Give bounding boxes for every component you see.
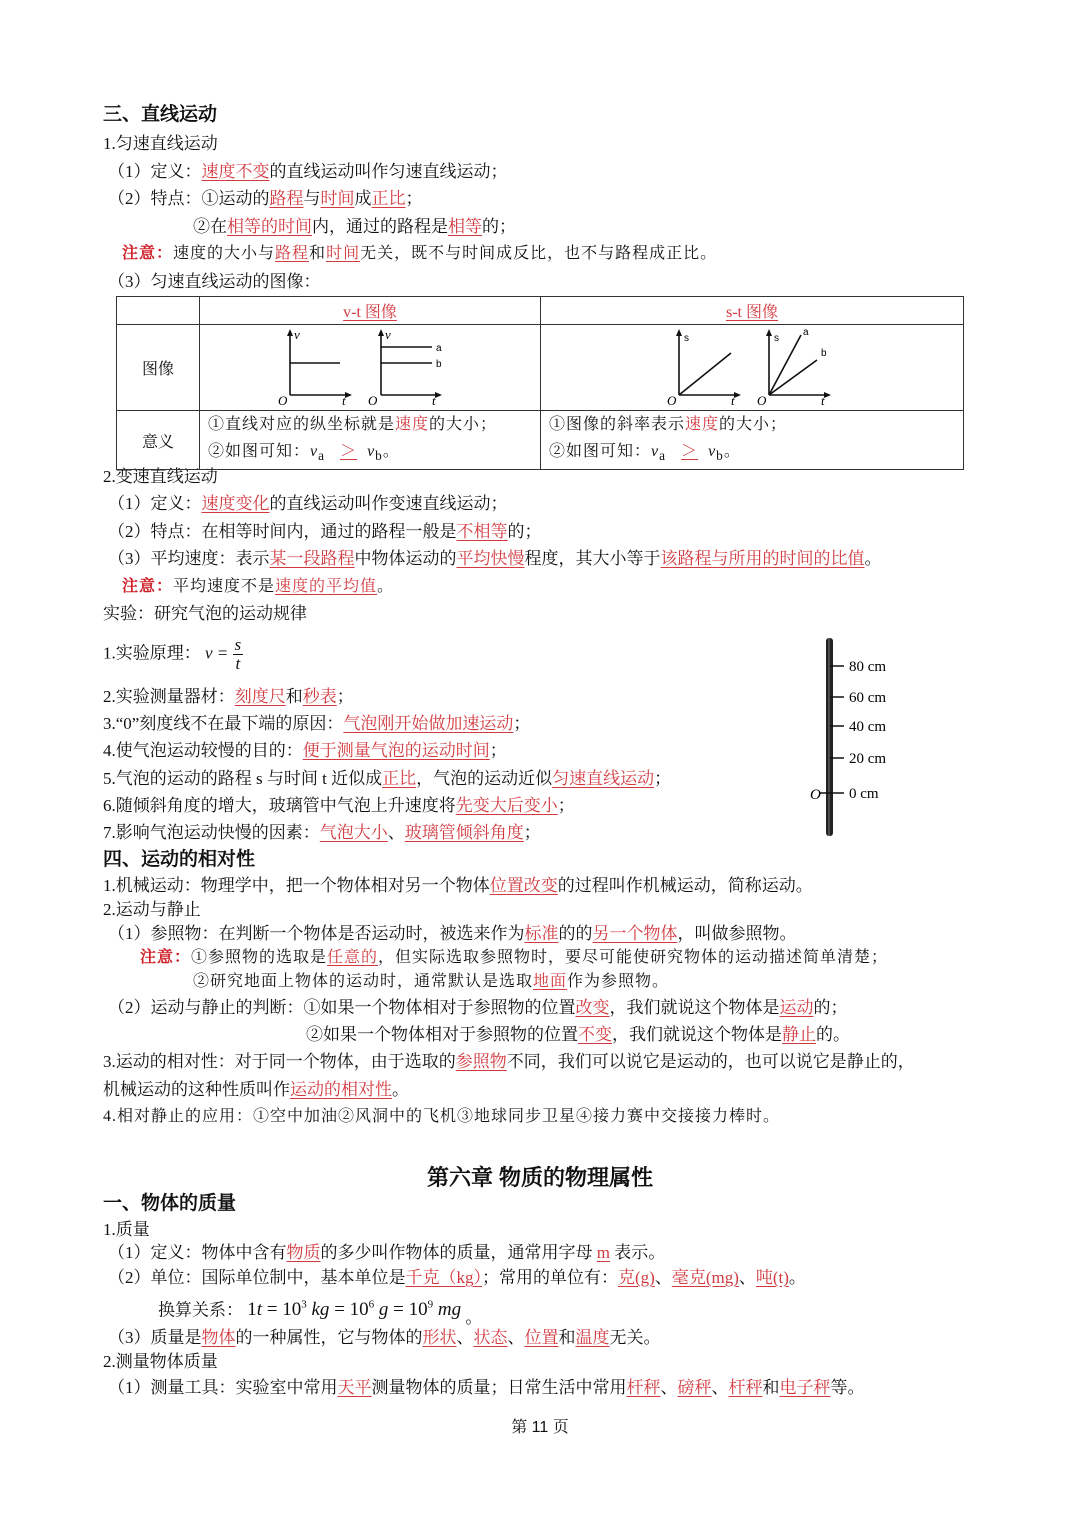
answer-blank: 温度 (575, 1328, 610, 1347)
answer-blank: 吨(t) (755, 1268, 789, 1287)
text-segment: 的； (813, 998, 848, 1017)
st-meaning-1: ①图像的斜率表示 (549, 416, 686, 433)
text-line (108, 521, 542, 543)
text-line (108, 1242, 665, 1264)
text-segment: （1）测量工具：实验室中常用 (108, 1378, 338, 1397)
text-segment: ①参照物的选取是 (191, 949, 328, 966)
text-segment: 的。 (816, 1025, 850, 1044)
answer-blank: 物体 (201, 1328, 236, 1347)
text-segment: 和 (558, 1328, 576, 1347)
formula-label: 1.实验原理： (103, 643, 201, 663)
bubble-tube-diagram (800, 634, 920, 840)
answer-blank: 匀速直线运动 (552, 769, 655, 788)
experiment-principle (103, 636, 243, 673)
text-segment: 4.相对静止的应用：①空中加油②风洞中的飞机③地球同步卫星④接力赛中交接接力棒时。 (103, 1108, 781, 1125)
text-segment: ②在 (193, 217, 227, 236)
answer-blank: 速度不变 (201, 162, 270, 181)
text-segment: 2.变速直线运动 (103, 467, 218, 486)
st2-a-label: a (803, 327, 809, 338)
text-line (103, 822, 541, 844)
st-meaning-1-red: 速度 (685, 416, 720, 433)
answer-blank: 时间 (320, 189, 355, 208)
vt2-b-label: b (436, 359, 442, 370)
experiment-heading: 实验：研究气泡的运动规律 (103, 604, 307, 623)
text-segment: 的多少叫作物体的质量，通常用字母 (320, 1243, 597, 1262)
answer-blank: 正比 (382, 769, 417, 788)
st2-t-label: t (821, 393, 825, 405)
text-segment: 、 (738, 1268, 756, 1287)
text-segment: 测量物体的质量；日常生活中常用 (371, 1378, 627, 1397)
text-segment: 的的 (558, 924, 593, 943)
text-segment: （1）参照物：在判断一个物体是否运动时，被选来作为 (108, 924, 525, 943)
text-segment: 5.气泡的运动的路程 s 与时间 t 近似成 (103, 769, 383, 788)
text-line (103, 899, 201, 921)
vb: v (708, 443, 717, 460)
page-number: 第 11 页 (511, 1419, 569, 1436)
text-line (103, 768, 671, 790)
text-segment: 的； (482, 217, 516, 236)
formula-fraction: $\frac{s}{t}$ (234, 635, 242, 673)
text-segment: 、 (711, 1378, 729, 1397)
text-line (122, 243, 717, 265)
vt-graph-svg (208, 325, 532, 405)
tube-label-40: 40 cm (849, 719, 887, 735)
text-segment: 机械运动的这种性质叫作 (103, 1080, 290, 1099)
text-line (103, 875, 813, 897)
text-segment: ，气泡的运动近似 (416, 769, 553, 788)
text-segment: （1）定义：物体中含有 (108, 1243, 287, 1262)
text-segment: ②研究地面上物体的运动时，通常默认是选取 (193, 973, 534, 990)
answer-blank: 天平 (337, 1378, 372, 1397)
st2-line-a (769, 335, 801, 395)
vt2-a-label: a (436, 343, 442, 354)
text-segment: 6.随倾斜角度的增大，玻璃管中气泡上升速度将 (103, 796, 456, 815)
text-line (103, 1351, 218, 1373)
answer-blank: 状态 (473, 1328, 508, 1347)
text-segment: 的直线运动叫作匀速直线运动； (269, 162, 508, 181)
text-segment: （3）匀速直线运动的图像： (108, 272, 321, 291)
text-line (103, 795, 575, 817)
text-line (140, 947, 888, 969)
text-line (103, 849, 255, 871)
text-segment: 、 (507, 1328, 525, 1347)
text-line (103, 104, 217, 126)
text-line (193, 216, 516, 238)
vt2-v-label: v (385, 327, 391, 342)
answer-blank: 毫克(mg) (671, 1268, 739, 1287)
text-segment: （2）运动与静止的判断：①如果一个物体相对于参照物的位置 (108, 998, 576, 1017)
text-line (103, 713, 530, 735)
chapter-title: 第六章 物质的物理属性 (426, 1165, 654, 1190)
text-segment: 和 (285, 687, 303, 706)
text-segment: 3.运动的相对性：对于同一个物体，由于选取的 (103, 1052, 456, 1071)
text-line (103, 686, 354, 708)
vb: v (367, 443, 376, 460)
vt-graph-header: v-t 图像 (343, 304, 397, 321)
text-line (103, 1051, 915, 1073)
st-meaning-2: ②如图可知： (549, 443, 652, 460)
text-segment: 、 (654, 1268, 672, 1287)
note-label: 注意： (122, 578, 174, 595)
row-label-meaning: 意义 (117, 411, 200, 470)
text-line (108, 271, 321, 293)
answer-blank: 相等 (448, 217, 482, 236)
text-segment: 2.运动与静止 (103, 900, 201, 919)
st2-b-label: b (821, 348, 827, 359)
answer-blank: 某一段路程 (269, 549, 355, 568)
text-line (108, 493, 508, 515)
vt1-t-label: t (342, 393, 346, 405)
answer-blank: 任意的 (327, 949, 379, 966)
text-segment: 表示。 (609, 1243, 666, 1262)
st-graph-header: s-t 图像 (725, 304, 778, 321)
va: v (651, 443, 660, 460)
text-line (306, 1024, 850, 1046)
st-graph-svg (549, 325, 955, 405)
text-line (108, 1327, 661, 1349)
text-line (108, 548, 882, 570)
tube-origin: O (810, 787, 821, 803)
text-segment: 。 (864, 549, 882, 568)
text-segment: 无关。 (609, 1328, 661, 1347)
text-segment: 的过程叫作机械运动，简称运动。 (557, 876, 813, 895)
motion-graphs-table (116, 296, 964, 470)
text-segment: 的直线运动叫作变速直线运动； (269, 494, 508, 513)
answer-blank: 形状 (422, 1328, 457, 1347)
conversion-relation: 换算关系： $1t = 10^3$ kg = $10^6$ $g = 10^9$ mg 。 (158, 1299, 483, 1328)
text-line (108, 188, 423, 210)
st-graphs (541, 325, 964, 411)
text-line (103, 1193, 236, 1215)
tube-label-80: 80 cm (849, 659, 887, 675)
answer-blank: 静止 (782, 1025, 816, 1044)
vt-answer: ＞ (340, 443, 358, 460)
st1-line (679, 353, 731, 395)
vt2-o-label: O (368, 393, 378, 405)
vb-sub: b (716, 448, 724, 464)
text-segment: ； (523, 823, 541, 842)
st-answer: ＞ (681, 443, 699, 460)
answer-blank: 该路程与所用的时间的比值 (660, 549, 865, 568)
answer-blank: 相等的时间 (227, 217, 312, 236)
st2-line-b (769, 360, 817, 395)
conversion-label: 换算关系： (158, 1300, 243, 1320)
text-segment: ； (557, 796, 575, 815)
answer-blank: 路程 (275, 245, 310, 262)
answer-blank: 地面 (533, 973, 568, 990)
answer-blank: 电子秤 (779, 1378, 831, 1397)
text-line (103, 740, 507, 762)
text-segment: 1.质量 (103, 1220, 150, 1239)
text-segment: （1）定义： (108, 162, 202, 181)
text-segment: ； (336, 687, 354, 706)
text-line (108, 923, 797, 945)
text-line (108, 1267, 806, 1289)
answer-blank: 时间 (326, 245, 361, 262)
answer-blank: 先变大后变小 (455, 796, 558, 815)
text-segment: （3）质量是 (108, 1328, 202, 1347)
text-segment: （1）定义： (108, 494, 202, 513)
text-segment: 程度，其大小等于 (524, 549, 661, 568)
answer-blank: 运动 (779, 998, 814, 1017)
text-segment: 作为参照物。 (567, 973, 670, 990)
answer-blank: 平均快慢 (456, 549, 525, 568)
text-segment: 无关，既不与时间成反比，也不与路程成正比。 (360, 245, 718, 262)
text-segment: 4.使气泡运动较慢的目的： (103, 741, 303, 760)
text-segment: 。 (392, 1080, 409, 1099)
vb-sub: b (375, 448, 383, 464)
text-line (103, 1106, 780, 1128)
answer-blank: 路程 (269, 189, 304, 208)
answer-blank: 气泡刚开始做加速运动 (343, 714, 514, 733)
vt1-v-label: v (294, 327, 300, 342)
text-line (103, 1219, 150, 1241)
note-label: 注意： (140, 949, 192, 966)
text-segment: ②如果一个物体相对于参照物的位置 (306, 1025, 578, 1044)
vt-meaning-1-red: 速度 (395, 416, 430, 433)
answer-blank: m (596, 1243, 610, 1262)
answer-blank: 气泡大小 (319, 823, 388, 842)
vt-end: 。 (382, 443, 400, 460)
st1-t-label: t (731, 393, 735, 405)
text-segment: 1.机械运动：物理学中，把一个物体相对另一个物体 (103, 876, 490, 895)
text-line (122, 576, 394, 598)
answer-blank: 速度变化 (201, 494, 270, 513)
row-label-image: 图像 (117, 325, 200, 411)
answer-blank: 刻度尺 (234, 687, 286, 706)
text-segment: 、 (456, 1328, 474, 1347)
text-segment: （2）特点：在相等时间内，通过的路程一般是 (108, 522, 457, 541)
text-line (108, 997, 848, 1019)
text-segment: 2.测量物体质量 (103, 1352, 218, 1371)
st-meaning (541, 411, 964, 470)
text-segment: 成 (354, 189, 372, 208)
text-segment: 内，通过的路程是 (312, 217, 448, 236)
text-segment: 速度的大小与 (173, 245, 276, 262)
va: v (310, 443, 319, 460)
answer-blank: 物质 (286, 1243, 321, 1262)
text-line (103, 1079, 409, 1101)
answer-blank: 杆秤 (728, 1378, 763, 1397)
va-sub: a (659, 448, 667, 464)
answer-blank: 标准 (524, 924, 559, 943)
va-sub: a (318, 448, 326, 464)
text-segment: 平均速度不是 (173, 578, 276, 595)
tube-label-0: 0 cm (849, 786, 879, 802)
answer-blank: 速度的平均值 (275, 578, 378, 595)
conversion-expr: $1t = 10^3$ kg = $10^6$ $g = 10^9$ mg (247, 1299, 462, 1321)
st-meaning-1-end: 的大小； (719, 416, 788, 433)
vt-meaning-1-end: 的大小； (429, 416, 498, 433)
text-line (193, 971, 669, 993)
text-segment: 2.实验测量器材： (103, 687, 235, 706)
answer-blank: 位置 (524, 1328, 559, 1347)
section-heading: 三、直线运动 (103, 104, 218, 125)
answer-blank: 不变 (578, 1025, 612, 1044)
vt1-o-label: O (278, 393, 288, 405)
text-segment: 和 (309, 245, 327, 262)
answer-blank: 改变 (575, 998, 610, 1017)
answer-blank: 另一个物体 (592, 924, 678, 943)
text-segment: （3）平均速度：表示 (108, 549, 270, 568)
text-line (108, 1377, 865, 1399)
text-segment: ； (405, 189, 423, 208)
text-segment: ； (513, 714, 531, 733)
text-segment: 等。 (830, 1378, 865, 1397)
vt-meaning (200, 411, 541, 470)
st1-o-label: O (667, 393, 677, 405)
answer-blank: 秒表 (302, 687, 337, 706)
text-segment: 、 (660, 1378, 678, 1397)
st2-o-label: O (757, 393, 767, 405)
st2-s-label: s (774, 333, 779, 344)
answer-blank: 玻璃管倾斜角度 (404, 823, 524, 842)
answer-blank: 克(g) (618, 1268, 655, 1287)
text-line (103, 133, 218, 155)
text-segment: ，我们就说这个物体是 (609, 998, 780, 1017)
text-segment: ，叫做参照物。 (677, 924, 797, 943)
text-segment: 中物体运动的 (354, 549, 457, 568)
text-segment: 的一种属性，它与物体的 (235, 1328, 423, 1347)
text-segment: （2）单位：国际单位制中，基本单位是 (108, 1268, 406, 1287)
text-segment: 与 (303, 189, 321, 208)
answer-blank: 运动的相对性 (290, 1080, 392, 1099)
answer-blank: 杆秤 (626, 1378, 661, 1397)
text-segment: ，我们就说这个物体是 (612, 1025, 782, 1044)
section-heading: 一、物体的质量 (103, 1193, 237, 1214)
text-segment: 1.匀速直线运动 (103, 134, 218, 153)
vt-meaning-1: ①直线对应的纵坐标就是 (208, 416, 396, 433)
vt-graphs (200, 325, 541, 411)
text-segment: 的； (507, 522, 542, 541)
text-segment: 3.“0”刻度线不在最下端的原因： (103, 714, 344, 733)
text-segment: ； (489, 741, 507, 760)
section-heading: 四、运动的相对性 (103, 849, 256, 870)
answer-blank: 位置改变 (489, 876, 558, 895)
text-segment: ； (654, 769, 672, 788)
text-segment: ，但实际选取参照物时，要尽可能使研究物体的运动描述简单清楚； (378, 949, 889, 966)
tube-label-20: 20 cm (849, 751, 887, 767)
vt2-t-label: t (432, 393, 436, 405)
text-segment: 。 (377, 578, 395, 595)
text-segment: 和 (762, 1378, 780, 1397)
text-segment: 不同，我们可以说它是运动的，也可以说它是静止的， (506, 1052, 915, 1071)
text-segment: （2）特点：①运动的 (108, 189, 270, 208)
answer-blank: 磅秤 (677, 1378, 712, 1397)
answer-blank: 千克（kg） (405, 1268, 482, 1287)
text-line (108, 161, 508, 183)
tube-label-60: 60 cm (849, 690, 887, 706)
text-segment: ；常用的单位有： (482, 1268, 618, 1287)
answer-blank: 正比 (371, 189, 406, 208)
text-line (103, 603, 307, 625)
st-end: 。 (723, 443, 741, 460)
note-label: 注意： (122, 245, 174, 262)
vt-meaning-2: ②如图可知： (208, 443, 311, 460)
text-segment: 7.影响气泡运动快慢的因素： (103, 823, 320, 842)
answer-blank: 便于测量气泡的运动时间 (302, 741, 490, 760)
text-segment: 、 (387, 823, 405, 842)
answer-blank: 不相等 (456, 522, 508, 541)
text-segment: 。 (788, 1268, 806, 1287)
st1-s-label: s (684, 333, 689, 344)
formula-lhs: v = (205, 643, 229, 663)
answer-blank: 参照物 (455, 1052, 507, 1071)
